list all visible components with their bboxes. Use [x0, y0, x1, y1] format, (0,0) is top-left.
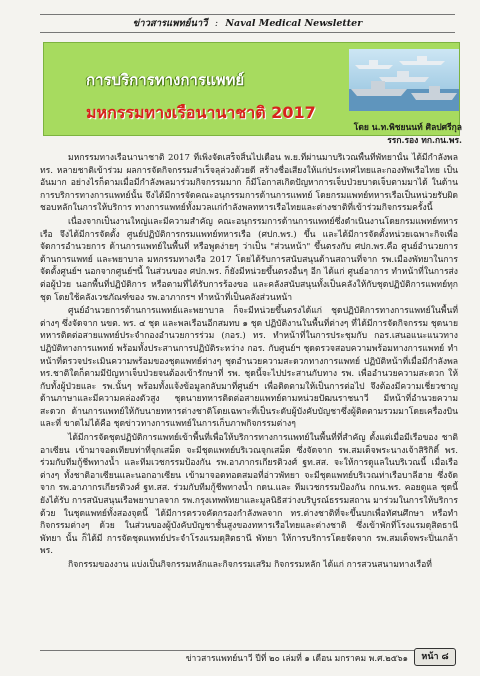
article-paragraph: เนื่องจากเป็นงานใหญ่และมีความสำคัญ คณะอนุกรรมการด้านการแพทย์ซึ่งดำเนินงานโดยกรมแพทย์ทหารเรือ จึงได้มีการจัดตั้ง ศูนย์ปฏิบัติการกรมแพทย์ทหารเรือ (ศปก.พร.) ขึ้น และได้มีการจัดตั้งหน่วยเฉพาะกิจเพื่อจัดการอำนวยการ ด้านการแพทย์ในพื้นที่ หรือพูดง่ายๆ ว่าเป็น "ส่วนหน้า" ขึ้นตรงกับ ศปก.พร.คือ ศูนย์อำนวยการด้านการแพทย์ และพยาบาล มหกรรมทางเรือ 2017 โดยได้รับการสนับสนุนด้านสถานที่จาก รพ.เมืองพัทยาในการจัดตั้งศูนย์ฯ นอกจากศูนย์ฯนี้ ในส่วนของ ศปก.พร. ก็ยังมีหน่วยขึ้นตรงอื่นๆ อีก ได้แก่ ศูนย์อาการ ทำหน้าที่ในการส่งต่อผู้ป่วย นอกพื้นที่ปฏิบัติการ หรือตามที่ได้รับการร้องขอ และคลังสนับสนุนทั้งเป็นคลังให้กับชุดปฏิบัติการแพทย์ทุกชุด โดยใช้คลังเวชภัณฑ์ของ รพ.อาภากรฯ ทำหน้าที่เป็นคลังส่วนหน้า — [40, 216, 458, 303]
footer-issue-info: ข่าวสารแพทย์นาวี ปีที่ ๒๐ เล่มที่ ๑ เดือน มกราคม พ.ศ.๒๕๖๑ — [185, 654, 408, 664]
header-separator: : — [214, 18, 219, 29]
article-body — [40, 152, 458, 648]
article-paragraph: กิจกรรมของงาน แบ่งเป็นกิจกรรมหลักและกิจกรรมเสริม กิจกรรมหลัก ได้แก่ การสวนสนามทางเรือที่ — [68, 560, 432, 570]
banner-title-line1: การบริการทางการแพทย์ — [86, 71, 245, 89]
page-number: หน้า ๘ — [414, 648, 456, 666]
author-name: โดย น.ท.พิชยนนท์ ศิลปศรีกุล — [353, 123, 462, 133]
navy-ships-image — [349, 49, 459, 111]
header-english-title: Naval Medical Newsletter — [225, 18, 363, 29]
header-thai-title: ข่าวสารแพทย์นาวี — [132, 18, 208, 29]
article-paragraph: ศูนย์อำนวยการด้านการแพทย์และพยาบาล ก็จะมีหน่วยขึ้นตรงได้แก่ ชุดปฏิบัติการทางการแพทย์ในพื้นที่ ต่างๆ ซึ่งจัดจาก นขต. พร. ๔ ชุด และพลเรือนอีกสมทบ ๑ ชุด ปฏิบัติงานในพื้นที่ต่างๆ ที่ได้มีการจัดกิจกรรม ชุดนายทหารติดต่อสายแพทย์ประจำกองอำนวยการร่วม (กอร.) ทร. ทำหน้าที่ในการประชุมกับ กอร.เสนอแนะแนวทาง ปฏิบัติทางการแพทย์ พร้อมทั้งประสานการปฏิบัติระหว่าง กอร. กับศูนย์ฯ ชุดตรวจสอบความพร้อมทางการแพทย์ ทำหน้าที่ตรวจประเมินความพร้อมของชุดแพทย์ต่างๆ ชุดอำนวยความสะดวกทางการแพทย์ ปฏิบัติหน้าที่เมื่อมีกำลังพล ทร.ชาติใดก็ตามมีปัญหาเจ็บป่วยจนต้องเข้ารักษาที่ รพ. ชุดนี้จะไปประสานกับทาง รพ. เพื่ออำนวยความสะดวก ให้กับทั้งผู้ป่วยและ รพ.นั้นๆ พร้อมทั้งแจ้งข้อมูลกลับมาที่ศูนย์ฯ เพื่อติดตามให้เป็นการต่อไป จึงต้องมีความเชี่ยวชาญ ด้านภาษาและมีความคล่องตัวสูง ชุดนายทหารติดต่อสายแพทย์ตามหน่วยปัฒนราชนาวี มีหน้าที่อำนวยความสะดวก ด้านการแพทย์ให้กับนายทหารต่างชาติโดยเฉพาะที่เป็นระดับผู้บังคับบัญชาซึ่งผู้ติดตามรวมมาโดยเครื่องบิน และที่ ขาดไม่ได้คือ ชุดข่าวทางการแพทย์ในการเก็บภาพกิจกรรมต่างๆ — [40, 306, 458, 430]
banner-title-line2: มหกรรมทางเรือนานาชาติ 2017 — [86, 103, 316, 122]
article-paragraph: มหกรรมทางเรือนานาชาติ 2017 ที่เพิ่งจัดเสร็จสิ้นไปเดือน พ.ย.ที่ผ่านมาบริเวณพื้นที่พัทยานั้น ได้มีกำลังพล ทร. หลายชาติเข้าร่วม ผลการจัดกิจกรรมสำเร็จลุล่วงด้วยดี สร้างชื่อเสียงให้แก่ประเทศไทยและกองทัพเรือไทย เป็นอันมาก อย่างไรก็ตามเมื่อมีกำลังพลมาร่วมกิจกรรมมาก ก็มีโอกาสเกิดปัญหาการเจ็บป่วยบาดเจ็บตามมาได้ ในด้านการบริการทางการแพทย์นั้น จึงได้มีการจัดคณะอนุกรรมการด้านการแพทย์ โดยกรมแพทย์ทหารเรือเป็นหน่วยรับผิดชอบหลักในการให้บริการ ทางการแพทย์ทั้งมวลแก่กำลังพลทหารเรือไทยและต่างชาติที่เข้าร่วมกิจกรรมครั้งนี้ — [40, 153, 458, 214]
author-byline — [252, 122, 462, 150]
article-paragraph: ได้มีการจัดชุดปฏิบัติการแพทย์เข้าพื้นที่เพื่อให้บริการทางการแพทย์ในพื้นที่ที่สำคัญ ตั้งแต่เมื่อมีเรือของ ชาติอาเซียน เข้ามาจอดเทียบท่าที่จุกเสม็ด จะมีชุดแพทย์บริเวณจุกเสม็ด ซึ่งจัดจาก รพ.สมเด็จพระนางเจ้าสิริกิติ์ พร. ร่วมกับทีมกู้ชีพทางน้ำ และทีมเวชกรรมป้องกัน รพ.อาภากรเกียรติวงศ์ ฐท.สส. จะให้การดูแลในบริเวณนี้ เมื่อเรือต่างๆ ทั้งชาติอาเซียนและนอกอาเซียน เข้ามาจอดทอดสมอที่อ่าวพัทยา จะมีชุดแพทย์บริเวณท่าเรือบาลีฮาย ซึ่งจัดจาก รพ.อาภากรเกียรติวงศ์ ฐท.สส. ร่วมกับทีมกู้ชีพทางน้ำ กดน.และ ทีมเวชกรรมป้องกัน กกน.พร. คอยดูแล ชุดนี้ยังได้รับ การสนับสนุนเรือพยาบาลจาก รพ.กรุงเทพพัทยาและมูลนิธิสว่างบริบูรณ์ธรรมสถาน มาร่วมในการให้บริการด้วย ในชุดแพทย์ทั้งสองจุดนี้ ได้มีการตรวจคัดกรองกำลังพลจาก ทร.ต่างชาติที่จะขึ้นบกเพื่อทัศนศึกษา หรือทำกิจกรรมต่างๆ ด้วย ในส่วนของผู้บังคับบัญชาชั้นสูงของทหารเรือไทยและต่างชาติ ซึ่งเข้าพักที่โรงแรมดุสิตธานี พัทยา นั้น ก็ได้มี การจัดชุดแพทย์ประจำโรงแรมดุสิตธานี พัทยา ให้การบริการโดยจัดจาก รพ.สมเด็จพระปิ่นเกล้า พร. — [40, 433, 458, 557]
newsletter-header — [40, 14, 455, 33]
author-position: รรก.รอง ทก.กน.พร. — [387, 136, 462, 146]
